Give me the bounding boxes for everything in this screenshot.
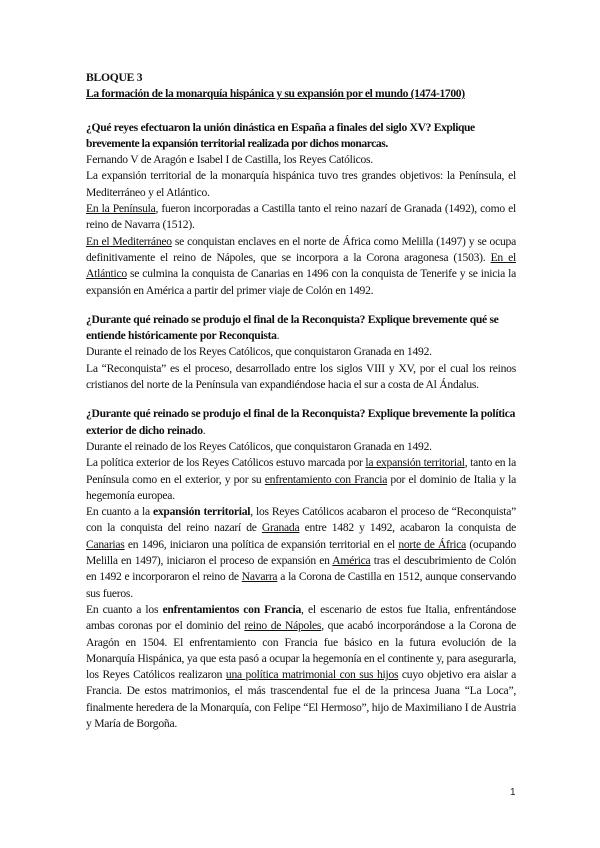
answer-paragraph: La expansión territorial de la monarquía hispánica tuvo tres grandes objetivos: la Península, el Mediterráneo y el Atlántico. — [86, 169, 516, 199]
question-subtext: Explique brevemente la expansión territorial realizada por dichos monarcas. — [86, 120, 475, 150]
question-text: ¿Qué reyes efectuaron la unión dinástica en España a finales del siglo XV? — [86, 120, 432, 134]
block-label: BLOQUE 3 — [86, 71, 143, 84]
underlined-term: norte de África — [398, 537, 467, 551]
section-politica-exterior — [86, 406, 516, 732]
document-body — [86, 70, 516, 732]
paragraph-text: por el dominio de Italia y la hegemonía europea. — [86, 472, 516, 502]
paragraph-text: , fueron incorporadas a Castilla tanto el reino nazarí de Granada (1492), como el reino de Navarra (1512). — [86, 202, 516, 232]
section-union-dinastica — [86, 120, 516, 299]
question-heading — [86, 120, 516, 153]
paragraph-text: , que acabó incorporándose a la Corona de Aragón en 1504. El enfrentamiento con Francia fue básico en la futura evolución de la Monarquía Hispánica, ya que esta pasó a ocupar la hegemonía en el continente y, para asegurarla, los Reyes Católicos realizaron — [86, 619, 517, 682]
answer-paragraph — [86, 201, 516, 234]
underlined-term: Canarias — [86, 537, 125, 551]
paragraph-text: en 1496, iniciaron una política de expansión territorial en el — [124, 537, 399, 551]
block-title: La formación de la monarquía hispánica y su expansión por el mundo (1474-1700) — [86, 87, 465, 101]
paragraph-text: entre 1482 y 1492, acabaron la conquista de — [299, 521, 516, 535]
paragraph-text: cuyo objetivo era aislar a Francia. De estos matrimonios, el más trascendental fue el de la princesa Juana “La Loca”, finalmente heredera de la Monarquía, con Felipe “El Hermoso”, hijo de Maximiliano I de Austria y María de Borgoña. — [86, 668, 516, 730]
answer-paragraph — [86, 504, 516, 602]
section-reconquista — [86, 312, 516, 393]
underlined-term: América — [332, 554, 371, 568]
paragraph-text: , el escenario de estos fue Italia, enfrentándose ambas coronas por el dominio del — [86, 602, 517, 633]
answer-paragraph — [86, 455, 516, 504]
underlined-term: reino de Nápoles — [244, 619, 322, 633]
paragraph-text: , tanto en la Península como en el exterior, y por su — [86, 456, 516, 486]
paragraph-text: se culmina la conquista de Canarias en 1496 con la conquista de Tenerife y se inicia la expansión en América a partir del primer viaje de Colón en 1492. — [86, 267, 516, 297]
paragraph-text: tras el descubrimiento de Colón en 1492 e incorporaron el reino de — [86, 554, 516, 584]
question-heading — [86, 406, 516, 439]
question-period: . — [276, 329, 280, 343]
underlined-term: Granada — [261, 521, 300, 535]
question-text: ¿Durante qué reinado se produjo el final de la Reconquista? Explique brevemente qué se entiende históricamente por Reconquista — [86, 312, 499, 343]
paragraph-text: , los Reyes Católicos acabaron el proceso de “Reconquista” con la conquista del reino nazarí de — [86, 505, 517, 535]
underlined-term: Navarra — [241, 570, 278, 584]
question-period: . — [202, 423, 206, 437]
paragraph-text: (ocupando Melilla en 1497), iniciaron el proceso de expansión en — [86, 537, 517, 568]
paragraph-text: En cuanto a los — [86, 602, 163, 616]
paragraph-text: En cuanto a la — [86, 505, 153, 519]
answer-paragraph: Durante el reinado de los Reyes Católicos, que conquistaron Granada en 1492. — [86, 345, 432, 359]
answer-paragraph — [86, 602, 516, 732]
bold-term: enfrentamientos con Francia — [162, 602, 302, 616]
question-text: ¿Durante qué reinado se produjo el final de la Reconquista? Explique brevemente la política exterior de dicho reinado — [86, 407, 516, 437]
answer-paragraph: La “Reconquista” es el proceso, desarrollado entre los siglos VIII y XV, por el cual los reinos cristianos del norte de la Península van expandiéndose hacia el sur a costa de Al Ándalus. — [86, 361, 516, 392]
underlined-term: la expansión territorial — [365, 456, 465, 470]
question-heading — [86, 312, 516, 345]
bold-term: expansión territorial — [152, 505, 251, 519]
underlined-term: enfrentamiento con Francia — [264, 472, 388, 486]
answer-paragraph: Durante el reinado de los Reyes Católicos, que conquistaron Granada en 1492. — [86, 439, 432, 453]
underlined-term: una política matrimonial con sus hijos — [225, 668, 399, 682]
underlined-term: En el Atlántico — [86, 250, 516, 281]
paragraph-text: a la Corona de Castilla en 1512, aunque conservando sus fueros. — [86, 570, 516, 600]
answer-paragraph — [86, 234, 516, 299]
paragraph-text: La política exterior de los Reyes Católicos estuvo marcada por — [86, 456, 366, 470]
paragraph-text: se conquistan enclaves en el norte de África como Melilla (1497) y se ocupa definitivamente el reino de Nápoles, que se incorpora a la Corona aragonesa (1503). — [86, 234, 516, 264]
underlined-term: En el Mediterráneo — [86, 234, 172, 248]
page-number: 1 — [510, 787, 516, 798]
answer-paragraph: Fernando V de Aragón e Isabel I de Castilla, los Reyes Católicos. — [86, 153, 373, 167]
underlined-term: En la Península — [86, 202, 156, 216]
